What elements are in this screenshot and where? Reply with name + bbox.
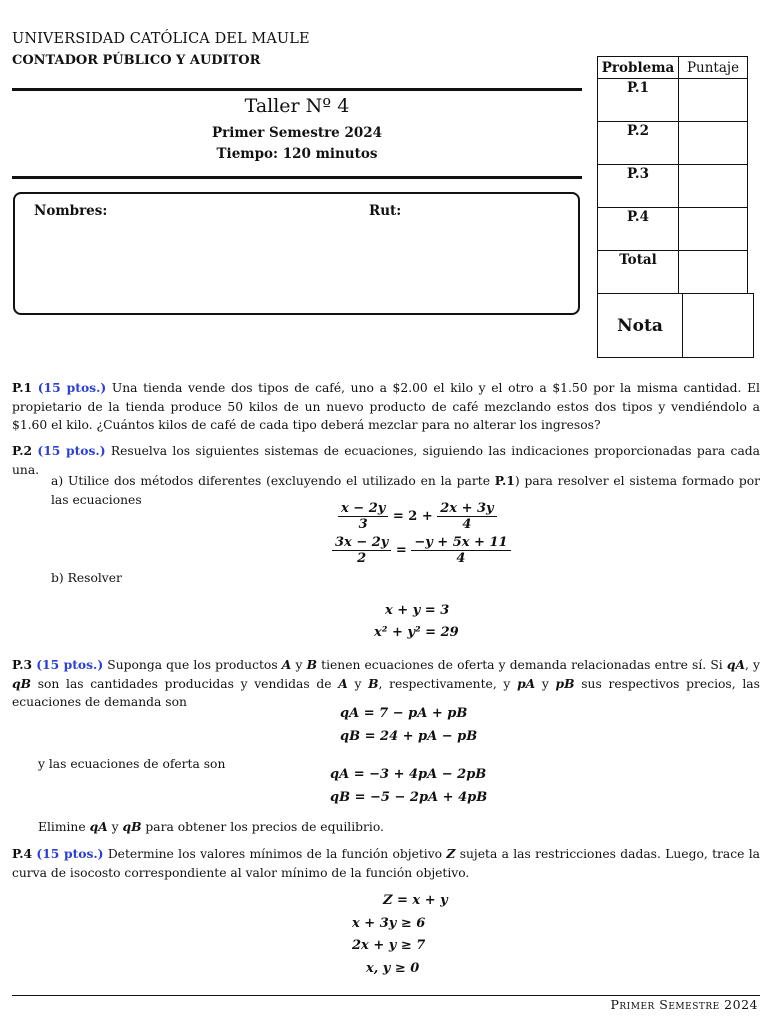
score-cell-total[interactable] (679, 251, 748, 294)
p3-and-1: y (295, 658, 303, 672)
problem-3-number: P.3 (12, 657, 33, 672)
p3-text-6: sus respectivos precios, las ecuaciones de demanda son (12, 676, 760, 709)
p3-qb: qB (12, 675, 31, 691)
constraint-2: 2x + y ≥ 7 (352, 938, 426, 953)
part-b-text: Resolver (67, 571, 122, 585)
eq1-left-den: 3 (358, 517, 368, 532)
eq2-left-num: 3x − 2y (332, 535, 391, 551)
problem-1 (12, 379, 760, 435)
time-label: Tiempo: 120 minutos (216, 146, 378, 162)
workshop-title: Taller Nº 4 (244, 95, 350, 117)
p4-text-1: Determine los valores mínimos de la función objetivo (107, 847, 443, 861)
grade-cell[interactable] (683, 294, 754, 358)
score-cell-p2[interactable] (679, 122, 748, 165)
eq1-right-den: 4 (462, 517, 472, 532)
problem-4-number: P.4 (12, 846, 33, 861)
p3-and-3: y (541, 676, 549, 691)
eq2-left-den: 2 (357, 551, 367, 566)
row-total: Total (598, 251, 679, 294)
p3-product-b: B (306, 657, 317, 672)
demand-eq-2: qB = 24 + pA − pB (340, 729, 478, 744)
p3-qa: qA (726, 657, 745, 672)
supply-eq-1: qA = −3 + 4pA − 2pB (330, 767, 487, 782)
semester-label: Primer Semestre 2024 (211, 125, 383, 141)
eliminate-line (38, 818, 638, 837)
eq2-mid: = (395, 543, 407, 558)
score-cell-p3[interactable] (679, 165, 748, 208)
score-cell-p1[interactable] (679, 79, 748, 122)
p4-z: Z (446, 846, 456, 861)
score-cell-p4[interactable] (679, 208, 748, 251)
p3-text-1: Suponga que los productos (107, 658, 278, 672)
eq1-mid: = 2 + (392, 509, 433, 524)
equation-a2 (332, 535, 511, 566)
supply-eq-2: qB = −5 − 2pA + 4pB (330, 790, 488, 805)
problem-2-number: P.2 (12, 443, 33, 458)
p3-product-a-2: A (338, 675, 348, 691)
constraint-1: x + 3y ≥ 6 (352, 916, 426, 931)
problem-1-text: Una tienda vende dos tipos de café, uno a $2.00 el kilo y el otro a $1.50 por la misma cantidad. El propietario de la tienda produce 50 kilos de un nuevo producto de café mezclando estos dos tipos y vendiéndolo a $1.60 el kilo. ¿Cuántos kilos de café de cada tipo deberá mezclar para no alterar los ingresos? (12, 381, 760, 432)
problem-2-part-b (51, 569, 351, 588)
grade-table (597, 293, 754, 358)
row-p1: P.1 (598, 79, 679, 122)
row-p3: P.3 (598, 165, 679, 208)
footer-text: Primer Semestre 2024 (610, 997, 758, 1012)
p4-text-2: sujeta a las restricciones dadas. Luego, trace la curva de isocosto correspondiente al valor mínimo de la función objetivo. (12, 847, 760, 880)
p3-text-5: , respectivamente, y (378, 676, 511, 691)
part-b-label: b) (51, 571, 64, 585)
part-a-label: a) (51, 474, 64, 488)
problem-3-points: (15 ptos.) (36, 657, 104, 672)
p3-product-a: A (281, 657, 292, 672)
score-table (597, 56, 748, 294)
rut-label: Rut: (369, 203, 402, 219)
eq1-left-num: x − 2y (338, 501, 388, 517)
equation-b2: x² + y² = 29 (374, 625, 459, 640)
eq2-right-num: −y + 5x + 11 (411, 535, 510, 551)
row-p2: P.2 (598, 122, 679, 165)
student-info-box (13, 192, 580, 315)
problem-3 (12, 656, 760, 712)
demand-eq-1: qA = 7 − pA + pB (340, 706, 468, 721)
p3-text-2: tienen ecuaciones de oferta y demanda relacionadas entre sí. Si (321, 658, 723, 672)
top-rule (12, 88, 582, 91)
elim-text-2: para obtener los precios de equilibrio. (145, 820, 384, 834)
problem-2-text: Resuelva los siguientes sistemas de ecuaciones, siguiendo las indicaciones proporcionadas para cada una. (12, 444, 760, 477)
p3-pa: pA (517, 675, 536, 691)
elim-and: y (111, 820, 119, 834)
p3-product-b-2: B (368, 675, 379, 691)
problem-1-points: (15 ptos.) (37, 380, 107, 395)
names-label: Nombres: (34, 203, 108, 219)
elim-qb: qB (122, 819, 142, 834)
part-a-text-1: Utilice dos métodos diferentes (excluyendo el utilizado en la parte (67, 474, 490, 488)
p3-pb: pB (555, 675, 575, 691)
row-p4: P.4 (598, 208, 679, 251)
supply-label: y las ecuaciones de oferta son (38, 757, 226, 771)
equation-a1 (338, 501, 497, 532)
footer-rule (12, 995, 760, 996)
problem-2-points: (15 ptos.) (37, 443, 106, 458)
university-name: UNIVERSIDAD CATÓLICA DEL MAULE (12, 31, 310, 47)
constraint-3: x, y ≥ 0 (366, 961, 420, 976)
problem-4-points: (15 ptos.) (36, 846, 104, 861)
bottom-rule (12, 176, 582, 179)
eq2-right-den: 4 (456, 551, 466, 566)
part-a-text-2: ) para resolver el sistema formado por las ecuaciones (51, 474, 760, 507)
p3-text-4: son las cantidades producidas y vendidas de (37, 676, 332, 691)
p3-and-2: y (354, 676, 362, 691)
col-problem-header: Problema (598, 57, 679, 79)
career-name: CONTADOR PÚBLICO Y AUDITOR (12, 53, 261, 68)
col-score-header: Puntaje (679, 57, 748, 79)
eq1-right-num: 2x + 3y (437, 501, 496, 517)
p3-text-3: , y (744, 658, 760, 672)
elim-qa: qA (89, 819, 108, 834)
part-a-ref: P.1 (494, 473, 515, 488)
equation-b1: x + y = 3 (385, 603, 450, 618)
problem-4 (12, 845, 760, 882)
problem-1-number: P.1 (12, 380, 33, 395)
grade-label: Nota (598, 294, 683, 358)
objective-function: Z = x + y (383, 893, 448, 908)
elim-text-1: Elimine (38, 820, 86, 834)
